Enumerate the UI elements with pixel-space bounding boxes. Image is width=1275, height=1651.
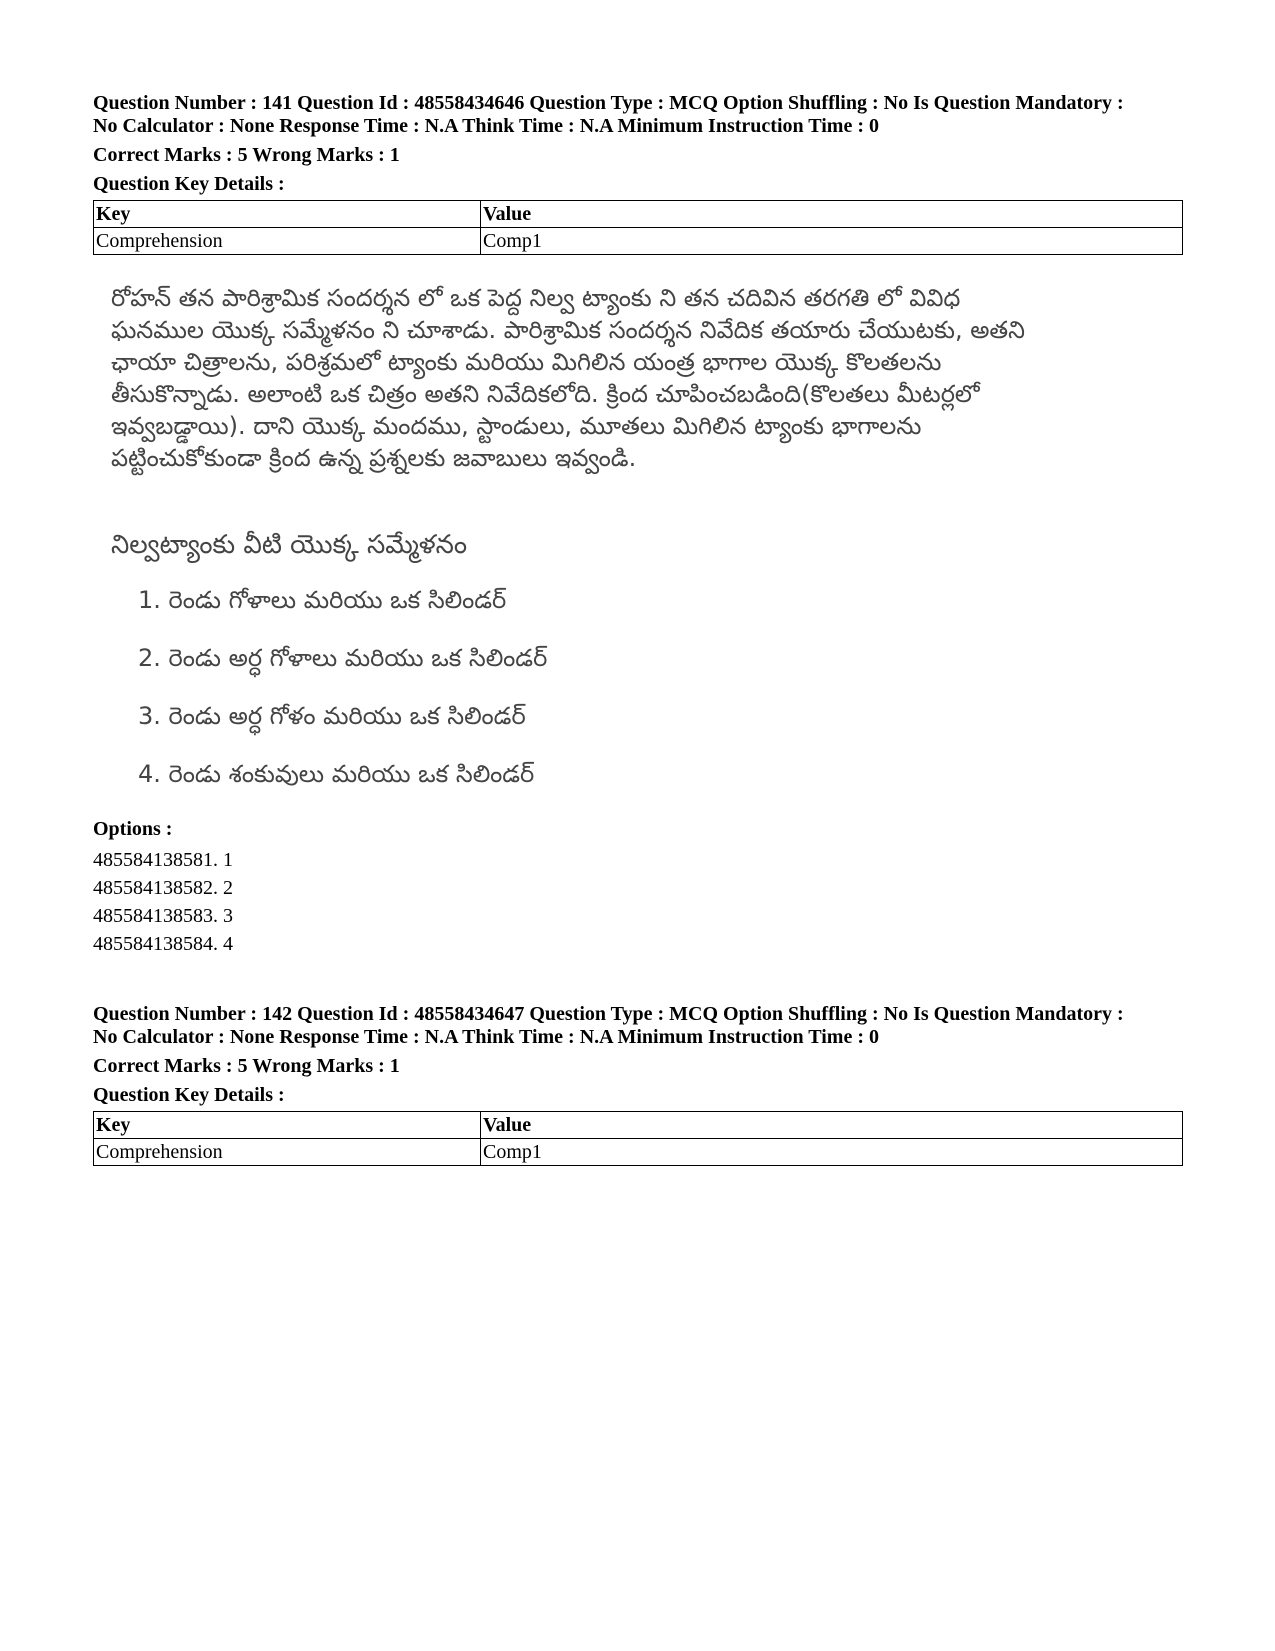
table-cell-value: Comp1 <box>481 228 1183 255</box>
table-header-value: Value <box>481 1112 1183 1139</box>
question-choice: 2. రెండు అర్ధ గోళాలు మరియు ఒక సిలిండర్ <box>138 644 548 672</box>
options-label: Options : <box>93 818 173 840</box>
option-item: 485584138584. 4 <box>93 933 233 955</box>
question-142-meta-line-1: Question Number : 142 Question Id : 48558434647 Question Type : MCQ Option Shuffling : No Is Question Mandatory : <box>93 1003 1124 1025</box>
question-141-key-details-label: Question Key Details : <box>93 173 285 195</box>
table-cell-value: Comp1 <box>481 1139 1183 1166</box>
table-row <box>94 228 1183 255</box>
table-cell-key: Comprehension <box>94 228 481 255</box>
table-header-key: Key <box>94 201 481 228</box>
table-header-row <box>94 1112 1183 1139</box>
question-choice: 3. రెండు అర్ధ గోళం మరియు ఒక సిలిండర్ <box>138 702 526 730</box>
question-141-block <box>93 92 1183 255</box>
question-142-meta-line-2: No Calculator : None Response Time : N.A Think Time : N.A Minimum Instruction Time : 0 <box>93 1026 879 1048</box>
options-list <box>93 846 233 958</box>
passage-line: ఇవ్వబడ్డాయి). దాని యొక్క మందము, స్టాండులు, మూతలు మిగిలిన ట్యాంకు భాగాలను <box>111 412 922 440</box>
question-choice: 1. రెండు గోళాలు మరియు ఒక సిలిండర్ <box>138 586 507 614</box>
question-142-block <box>93 1003 1183 1166</box>
question-142-marks: Correct Marks : 5 Wrong Marks : 1 <box>93 1055 400 1077</box>
question-142-key-table <box>93 1111 1183 1166</box>
option-item: 485584138582. 2 <box>93 877 233 899</box>
table-row <box>94 1139 1183 1166</box>
passage-line: పట్టించుకోకుండా క్రింద ఉన్న ప్రశ్నలకు జవాబులు ఇవ్వండి. <box>111 444 637 472</box>
table-header-row <box>94 201 1183 228</box>
table-cell-key: Comprehension <box>94 1139 481 1166</box>
question-choice: 4. రెండు శంకువులు మరియు ఒక సిలిండర్ <box>138 760 535 788</box>
passage-line: రోహన్ తన పారిశ్రామిక సందర్శన లో ఒక పెద్ద నిల్వ ట్యాంకు ని తన చదివిన తరగతి లో వివిధ <box>111 284 961 312</box>
table-header-key: Key <box>94 1112 481 1139</box>
table-header-value: Value <box>481 201 1183 228</box>
passage-line: ఘనముల యొక్క సమ్మేళనం ని చూశాడు. పారిశ్రామిక సందర్శన నివేదిక తయారు చేయుటకు, అతని <box>111 316 1025 344</box>
question-141-meta-line-1: Question Number : 141 Question Id : 48558434646 Question Type : MCQ Option Shuffling : No Is Question Mandatory : <box>93 92 1124 114</box>
option-item: 485584138581. 1 <box>93 849 233 871</box>
question-stem: నిల్వట్యాంకు వీటి యొక్క సమ్మేళనం <box>111 530 468 560</box>
question-141-key-table <box>93 200 1183 255</box>
question-141-marks: Correct Marks : 5 Wrong Marks : 1 <box>93 144 400 166</box>
question-142-key-details-label: Question Key Details : <box>93 1084 285 1106</box>
comprehension-passage <box>111 282 1151 474</box>
passage-line: తీసుకొన్నాడు. అలాంటి ఒక చిత్రం అతని నివేదికలోది. క్రింద చూపించబడింది(కొలతలు మీటర్లలో <box>111 380 980 408</box>
question-141-meta-line-2: No Calculator : None Response Time : N.A Think Time : N.A Minimum Instruction Time : 0 <box>93 115 879 137</box>
passage-line: ఛాయా చిత్రాలను, పరిశ్రమలో ట్యాంకు మరియు మిగిలిన యంత్ర భాగాల యొక్క కొలతలను <box>111 348 942 376</box>
option-item: 485584138583. 3 <box>93 905 233 927</box>
question-choices-list <box>138 585 547 817</box>
